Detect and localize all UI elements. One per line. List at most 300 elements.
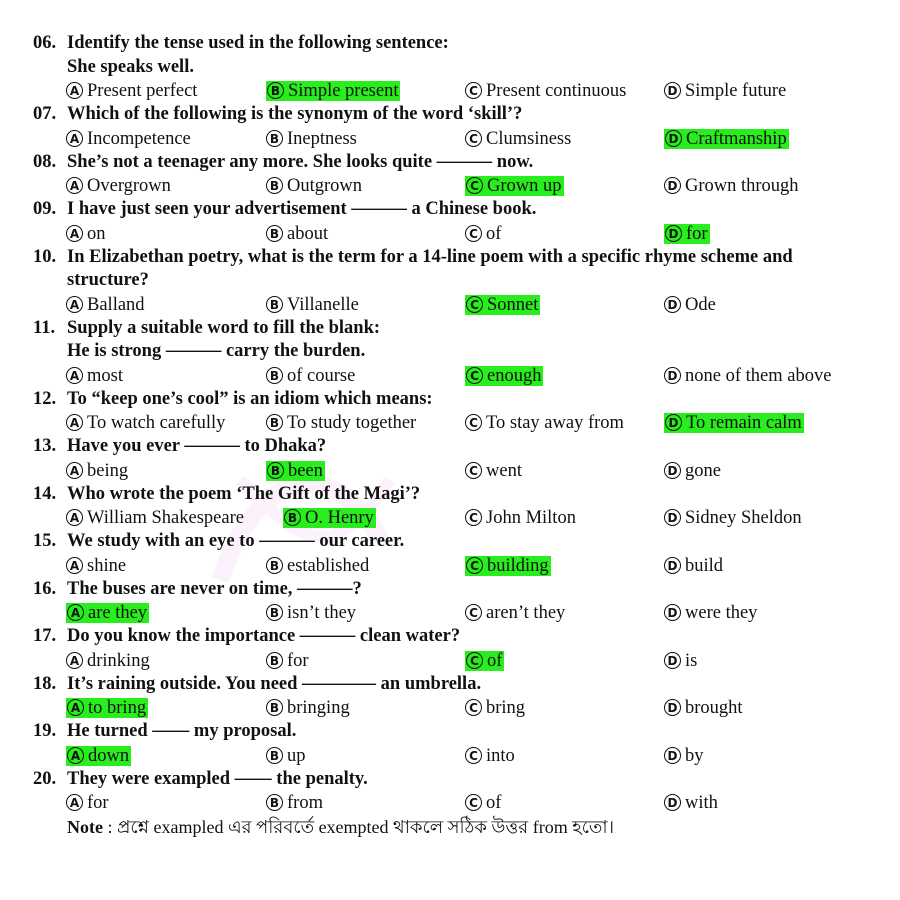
option-body [664, 295, 716, 315]
question-item [0, 198, 900, 246]
option-d[interactable] [664, 79, 786, 103]
option-body [66, 508, 244, 528]
question-text: She speaks well. [67, 56, 194, 77]
options-row [0, 791, 900, 815]
options-row [0, 506, 900, 530]
option-letter-circle: B [266, 130, 283, 147]
option-body [465, 698, 525, 718]
option-b[interactable] [266, 791, 323, 815]
option-letter-circle: B [267, 82, 284, 99]
option-b[interactable] [266, 174, 362, 198]
question-number: 08. [33, 151, 57, 172]
option-body [664, 651, 697, 671]
option-d[interactable] [664, 174, 799, 198]
question-item [0, 246, 900, 317]
option-c[interactable] [465, 696, 525, 720]
option-text: Balland [87, 294, 145, 315]
option-body [266, 793, 323, 813]
correct-answer-highlight [266, 81, 400, 101]
option-a[interactable] [66, 791, 109, 815]
option-d[interactable] [664, 459, 721, 483]
option-letter-circle: A [66, 414, 83, 431]
correct-answer-highlight [465, 366, 543, 386]
question-item [0, 768, 900, 816]
option-d[interactable] [664, 649, 697, 673]
option-body [465, 793, 501, 813]
options-row [0, 696, 900, 720]
option-body [664, 556, 723, 576]
option-b[interactable] [266, 127, 357, 151]
option-letter-circle: C [465, 130, 482, 147]
option-text: of [486, 793, 502, 813]
option-letter-circle: C [465, 604, 482, 621]
option-letter-circle: D [665, 225, 682, 242]
option-d[interactable] [664, 222, 710, 246]
option-text: from [287, 793, 323, 813]
option-b[interactable] [266, 696, 350, 720]
option-body [664, 698, 743, 718]
option-a[interactable] [66, 744, 131, 768]
option-letter-circle: D [664, 557, 681, 574]
note-label: Note [67, 817, 103, 837]
question-text: She’s not a teenager any more. She looks quite ——— now. [67, 151, 534, 172]
question-stem [0, 720, 900, 744]
option-a[interactable] [66, 506, 244, 530]
option-text: brought [685, 698, 743, 718]
question-text: To “keep one’s cool” is an idiom which means: [67, 388, 433, 409]
question-number: 16. [33, 578, 57, 599]
note-line [0, 815, 900, 839]
option-b[interactable] [266, 293, 359, 317]
option-a[interactable] [66, 411, 225, 435]
option-text: went [486, 460, 522, 481]
option-text: of course [287, 365, 356, 386]
correct-answer-highlight [664, 224, 710, 244]
option-letter-circle: C [465, 794, 482, 811]
option-letter-circle: B [266, 225, 283, 242]
option-body [66, 461, 128, 481]
option-b[interactable] [283, 506, 376, 530]
option-letter-circle: A [66, 509, 83, 526]
question-number: 18. [33, 673, 57, 694]
option-letter-circle: A [66, 557, 83, 574]
option-text: Overgrown [87, 176, 171, 196]
option-d[interactable] [664, 554, 723, 578]
option-letter-circle: D [664, 296, 681, 313]
question-number: 14. [33, 483, 57, 504]
option-letter-circle: C [465, 699, 482, 716]
options-row [0, 459, 900, 483]
option-c[interactable] [465, 174, 564, 198]
option-c[interactable] [465, 601, 565, 625]
correct-answer-highlight [266, 461, 325, 481]
option-b[interactable] [266, 554, 369, 578]
option-body [266, 176, 362, 196]
options-row [0, 222, 900, 246]
option-letter-circle: C [466, 367, 483, 384]
option-d[interactable] [664, 506, 802, 530]
option-letter-circle: B [266, 296, 283, 313]
question-stem [0, 317, 900, 341]
option-body [465, 461, 522, 481]
option-c[interactable] [465, 79, 626, 103]
option-letter-circle: D [664, 652, 681, 669]
option-text: with [685, 793, 718, 813]
option-body [66, 81, 197, 101]
option-body [664, 793, 718, 813]
options-row [0, 293, 900, 317]
option-a[interactable] [66, 459, 128, 483]
option-text: To watch carefully [87, 413, 226, 433]
correct-answer-highlight [465, 295, 540, 315]
option-body [664, 603, 757, 623]
option-d[interactable] [664, 744, 704, 768]
option-text: for [87, 793, 109, 813]
option-letter-circle: B [266, 557, 283, 574]
option-letter-circle: B [284, 509, 301, 526]
option-b[interactable] [266, 744, 306, 768]
option-b[interactable] [266, 649, 309, 673]
question-number: 12. [33, 388, 57, 409]
option-d[interactable] [664, 696, 743, 720]
option-letter-circle: D [664, 604, 681, 621]
correct-answer-highlight [465, 651, 504, 671]
option-b[interactable] [266, 411, 416, 435]
option-text: isn’t they [287, 603, 357, 623]
question-number: 13. [33, 436, 57, 456]
question-stem [0, 32, 900, 56]
option-a[interactable] [66, 79, 197, 103]
option-text: bring [486, 698, 526, 718]
option-text: Present perfect [87, 81, 198, 101]
option-text: aren’t they [486, 603, 566, 623]
question-number: 19. [33, 721, 57, 741]
option-c[interactable] [465, 411, 624, 435]
option-letter-circle: C [466, 652, 483, 669]
option-letter-circle: D [664, 747, 681, 764]
option-text: Simple future [685, 81, 787, 101]
option-letter-circle: A [66, 652, 83, 669]
option-body [465, 603, 565, 623]
option-text: Sidney Sheldon [685, 508, 802, 528]
option-d[interactable] [664, 364, 831, 388]
option-c[interactable] [465, 222, 501, 246]
option-text: most [87, 365, 123, 386]
correct-answer-highlight [664, 129, 789, 149]
option-text: into [486, 745, 515, 766]
option-body [664, 81, 786, 101]
option-letter-circle: B [266, 794, 283, 811]
option-text: bringing [287, 698, 350, 718]
question-sentence [0, 56, 900, 80]
option-text: up [287, 745, 306, 766]
option-letter-circle: A [66, 367, 83, 384]
option-text: building [487, 555, 549, 576]
question-text: Which of the following is the synonym of the word ‘skill’? [67, 104, 523, 124]
question-text: Supply a suitable word to fill the blank: [67, 317, 381, 338]
question-stem [0, 246, 900, 293]
option-text: To study together [287, 413, 417, 433]
option-c[interactable] [465, 293, 540, 317]
option-body [664, 461, 721, 481]
option-letter-circle: B [266, 747, 283, 764]
option-letter-circle: D [665, 414, 682, 431]
question-sentence [0, 340, 900, 364]
option-body [266, 295, 359, 315]
question-stem [0, 578, 900, 602]
option-a[interactable] [66, 601, 149, 625]
option-d[interactable] [664, 127, 789, 151]
question-stem [0, 530, 900, 554]
option-body [465, 413, 624, 433]
question-sheet [0, 32, 900, 839]
question-number: 07. [33, 104, 57, 124]
option-text: To remain calm [686, 413, 802, 433]
question-text: He turned —— my proposal. [67, 721, 297, 741]
option-a[interactable] [66, 127, 191, 151]
option-letter-circle: A [67, 604, 84, 621]
question-stem [0, 435, 900, 459]
correct-answer-highlight [465, 556, 551, 576]
option-text: to bring [88, 698, 147, 718]
option-letter-circle: A [66, 462, 83, 479]
option-text: of [486, 223, 502, 244]
option-a[interactable] [66, 174, 171, 198]
option-a[interactable] [66, 364, 123, 388]
option-text: drinking [87, 650, 150, 671]
option-d[interactable] [664, 601, 757, 625]
option-body [66, 295, 145, 315]
option-body [266, 746, 306, 766]
option-letter-circle: A [66, 225, 83, 242]
option-text: by [685, 745, 704, 766]
option-text: Simple present [288, 81, 399, 101]
options-row [0, 364, 900, 388]
options-row [0, 174, 900, 198]
option-text: Clumsiness [486, 128, 572, 149]
option-a[interactable] [66, 649, 150, 673]
option-letter-circle: D [664, 794, 681, 811]
option-letter-circle: C [465, 414, 482, 431]
option-letter-circle: D [664, 462, 681, 479]
question-text: In Elizabethan poetry, what is the term for a 14-line poem with a specific rhyme scheme and structure? [67, 246, 793, 290]
option-text: William Shakespeare [87, 508, 244, 528]
question-number: 09. [33, 199, 57, 219]
option-text: Craftmanship [686, 128, 787, 149]
options-row [0, 554, 900, 578]
option-body [266, 603, 356, 623]
option-text: been [288, 460, 323, 481]
option-letter-circle: A [66, 794, 83, 811]
option-body [465, 129, 571, 149]
option-text: is [685, 650, 698, 671]
option-c[interactable] [465, 744, 515, 768]
question-number: 11. [33, 317, 56, 338]
question-stem [0, 151, 900, 175]
option-body [465, 508, 576, 528]
question-stem [0, 673, 900, 697]
option-body [66, 651, 150, 671]
note-text: : প্রশ্নে exampled এর পরিবর্তে exempted থাকলে সঠিক উত্তর from হতো। [102, 817, 615, 837]
option-letter-circle: D [664, 699, 681, 716]
option-text: down [88, 745, 130, 766]
option-letter-circle: B [266, 367, 283, 384]
option-letter-circle: A [67, 747, 84, 764]
option-letter-circle: A [66, 296, 83, 313]
option-text: none of them above [685, 365, 832, 386]
correct-answer-highlight [664, 413, 804, 433]
option-text: established [287, 555, 370, 576]
option-body [66, 224, 106, 244]
option-text: Ode [685, 294, 716, 315]
question-text: Who wrote the poem ‘The Gift of the Magi’? [67, 483, 421, 504]
option-letter-circle: B [266, 699, 283, 716]
options-row [0, 411, 900, 435]
option-text: build [685, 555, 724, 576]
option-body [465, 224, 501, 244]
option-text: Ineptness [287, 128, 357, 149]
question-stem [0, 103, 900, 127]
option-letter-circle: C [466, 177, 483, 194]
option-body [266, 366, 355, 386]
option-d[interactable] [664, 411, 804, 435]
option-letter-circle: A [66, 177, 83, 194]
option-b[interactable] [266, 79, 400, 103]
option-letter-circle: B [266, 414, 283, 431]
option-text: on [87, 223, 106, 244]
option-c[interactable] [465, 364, 543, 388]
option-letter-circle: C [466, 296, 483, 313]
question-number: 17. [33, 626, 57, 646]
option-a[interactable] [66, 222, 106, 246]
option-a[interactable] [66, 293, 145, 317]
option-c[interactable] [465, 791, 501, 815]
question-stem [0, 198, 900, 222]
option-b[interactable] [266, 601, 356, 625]
option-text: being [87, 460, 129, 481]
question-item [0, 720, 900, 768]
question-item [0, 483, 900, 531]
option-letter-circle: C [465, 82, 482, 99]
question-number: 06. [33, 33, 57, 53]
option-letter-circle: D [664, 367, 681, 384]
option-c[interactable] [465, 127, 571, 151]
option-text: are they [88, 603, 148, 623]
option-text: Incompetence [87, 128, 191, 149]
question-item [0, 32, 900, 103]
question-text: They were exampled —— the penalty. [67, 768, 368, 789]
option-text: Sonnet [487, 294, 539, 315]
correct-answer-highlight [465, 176, 564, 196]
option-letter-circle: D [664, 509, 681, 526]
option-b[interactable] [266, 364, 355, 388]
option-body [465, 81, 626, 101]
options-row [0, 649, 900, 673]
option-c[interactable] [465, 459, 522, 483]
option-c[interactable] [465, 649, 504, 673]
option-text: enough [487, 365, 542, 386]
option-text: Grown through [685, 176, 799, 196]
option-text: Present continuous [486, 81, 627, 101]
option-letter-circle: D [665, 130, 682, 147]
question-item [0, 103, 900, 151]
option-body [266, 556, 369, 576]
option-text: for [287, 650, 309, 671]
option-text: Outgrown [287, 176, 363, 196]
option-text: shine [87, 555, 127, 576]
option-c[interactable] [465, 506, 576, 530]
option-body [664, 366, 831, 386]
option-c[interactable] [465, 554, 551, 578]
correct-answer-highlight [66, 603, 149, 623]
option-body [664, 508, 802, 528]
options-row [0, 127, 900, 151]
option-b[interactable] [266, 222, 328, 246]
option-body [266, 224, 328, 244]
option-body [266, 651, 309, 671]
option-body [66, 413, 225, 433]
option-letter-circle: B [266, 604, 283, 621]
question-item [0, 578, 900, 626]
correct-answer-highlight [66, 746, 131, 766]
option-body [465, 746, 515, 766]
option-body [664, 176, 799, 196]
option-body [266, 413, 416, 433]
correct-answer-highlight [66, 698, 148, 718]
question-item [0, 388, 900, 436]
option-body [66, 129, 191, 149]
question-text: Do you know the importance ——— clean water? [67, 626, 461, 646]
question-item [0, 151, 900, 199]
question-item [0, 625, 900, 673]
question-number: 20. [33, 768, 57, 789]
option-b[interactable] [266, 459, 325, 483]
question-item [0, 435, 900, 483]
question-text: Identify the tense used in the following sentence: [67, 33, 449, 53]
question-text: Have you ever ——— to Dhaka? [67, 436, 327, 456]
options-row [0, 79, 900, 103]
option-body [66, 793, 109, 813]
option-letter-circle: A [67, 699, 84, 716]
option-body [66, 556, 126, 576]
option-letter-circle: B [267, 462, 284, 479]
question-stem [0, 625, 900, 649]
question-item [0, 317, 900, 388]
option-text: Grown up [487, 176, 562, 196]
question-number: 10. [33, 246, 57, 267]
option-text: for [686, 223, 708, 244]
option-d[interactable] [664, 293, 716, 317]
question-number: 15. [33, 531, 57, 551]
question-text: We study with an eye to ——— our career. [67, 531, 405, 551]
option-body [664, 746, 704, 766]
option-letter-circle: A [66, 82, 83, 99]
option-letter-circle: B [266, 177, 283, 194]
option-text: were they [685, 603, 758, 623]
option-a[interactable] [66, 696, 148, 720]
option-letter-circle: A [66, 130, 83, 147]
question-item [0, 530, 900, 578]
option-text: To stay away from [486, 413, 624, 433]
option-text: of [487, 650, 503, 671]
question-stem [0, 483, 900, 507]
option-d[interactable] [664, 791, 718, 815]
option-a[interactable] [66, 554, 126, 578]
question-item [0, 673, 900, 721]
option-text: O. Henry [305, 508, 374, 528]
question-text: I have just seen your advertisement ——— a Chinese book. [67, 199, 537, 219]
option-text: Villanelle [287, 294, 359, 315]
